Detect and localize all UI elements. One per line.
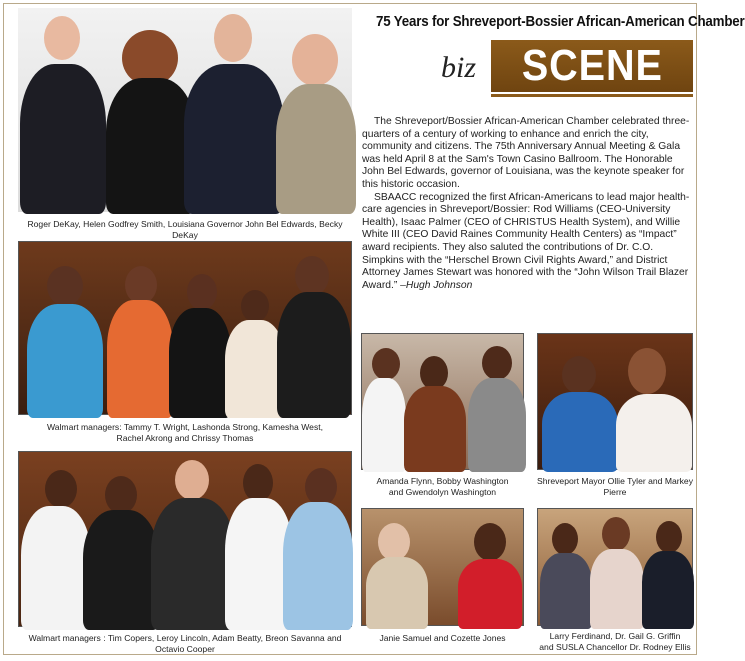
photo-walmart-managers-men [18,451,352,627]
photo-governor-group [18,8,352,212]
caption-photo-1 [18,219,352,240]
caption-text: Walmart managers : Tim Copers, Leroy Lincoln, Adam Beatty, Breon Savanna and Octavio Cooper [28,633,342,654]
photo-walmart-managers-women [18,241,352,415]
caption-line-1: Amanda Flynn, Bobby Washington [376,476,509,486]
article-paragraph-2 [362,192,692,293]
caption-text: Shreveport Mayor Ollie Tyler and Markey Pierre [536,476,694,497]
article-paragraph-2-text: SBAACC recognized the first African-Americans to lead major health-care agencies in Shreveport/Bossier: Rod Williams (CEO-University Health), Isaac Palmer (CEO of CHRISTUS Health System), and Willie White III (CEO David Raines Community Health Centers) as “Impact” award recipients. They also saluted the contributions of Dr. C.O. Simpkins with the “Herschel Brown Civil Rights Award,” and District Attorney James Stewart was honored with the “John Wilson Trail Blazer Award.” [362,191,690,291]
caption-photo-6 [361,633,524,644]
article-body [362,116,692,292]
caption-line-1: Larry Ferdinand, Dr. Gail G. Griffin [549,631,681,641]
photo-samuel-jones [361,508,524,626]
section-banner [491,40,693,92]
caption-photo-3 [18,633,352,654]
caption-photo-4 [361,476,524,497]
caption-line-1: Walmart managers: Tammy T. Wright, Lashonda Strong, Kamesha West, [46,422,324,432]
caption-text: Roger DeKay, Helen Godfrey Smith, Louisiana Governor John Bel Edwards, Becky DeKay [27,219,343,240]
article-paragraph-1: The Shreveport/Bossier African-American Chamber celebrated three-quarters of a century of working to enhance and enrich the city, community and citizens. The 75th Anniversary Annual Meeting & Gala was held April 8 at the Sam's Town Casino Ballroom. The Honorable John Bel Edwards, governor of Louisiana, was the keynote speaker for this historic occasion. [362,116,690,190]
caption-line-2: and SUSLA Chancellor Dr. Rodney Ellis [539,641,691,652]
photo-mayor-tyler [537,333,693,470]
magazine-page [3,3,745,655]
section-name: SCENE [521,41,663,90]
caption-photo-7 [531,631,699,652]
photo-washington-group [361,333,524,470]
photo-susla-group [537,508,693,626]
headline: 75 Years for Shreveport-Bossier African-American Chamber [376,14,745,30]
section-rule [491,94,693,97]
caption-photo-5 [531,476,699,497]
caption-line-2: Rachel Akrong and Chrissy Thomas [116,432,254,443]
section-prefix: biz [441,51,477,84]
caption-text: Janie Samuel and Cozette Jones [379,633,506,643]
byline: –Hugh Johnson [400,279,473,291]
caption-line-2: and Gwendolyn Washington [388,486,497,497]
caption-photo-2 [18,422,352,443]
